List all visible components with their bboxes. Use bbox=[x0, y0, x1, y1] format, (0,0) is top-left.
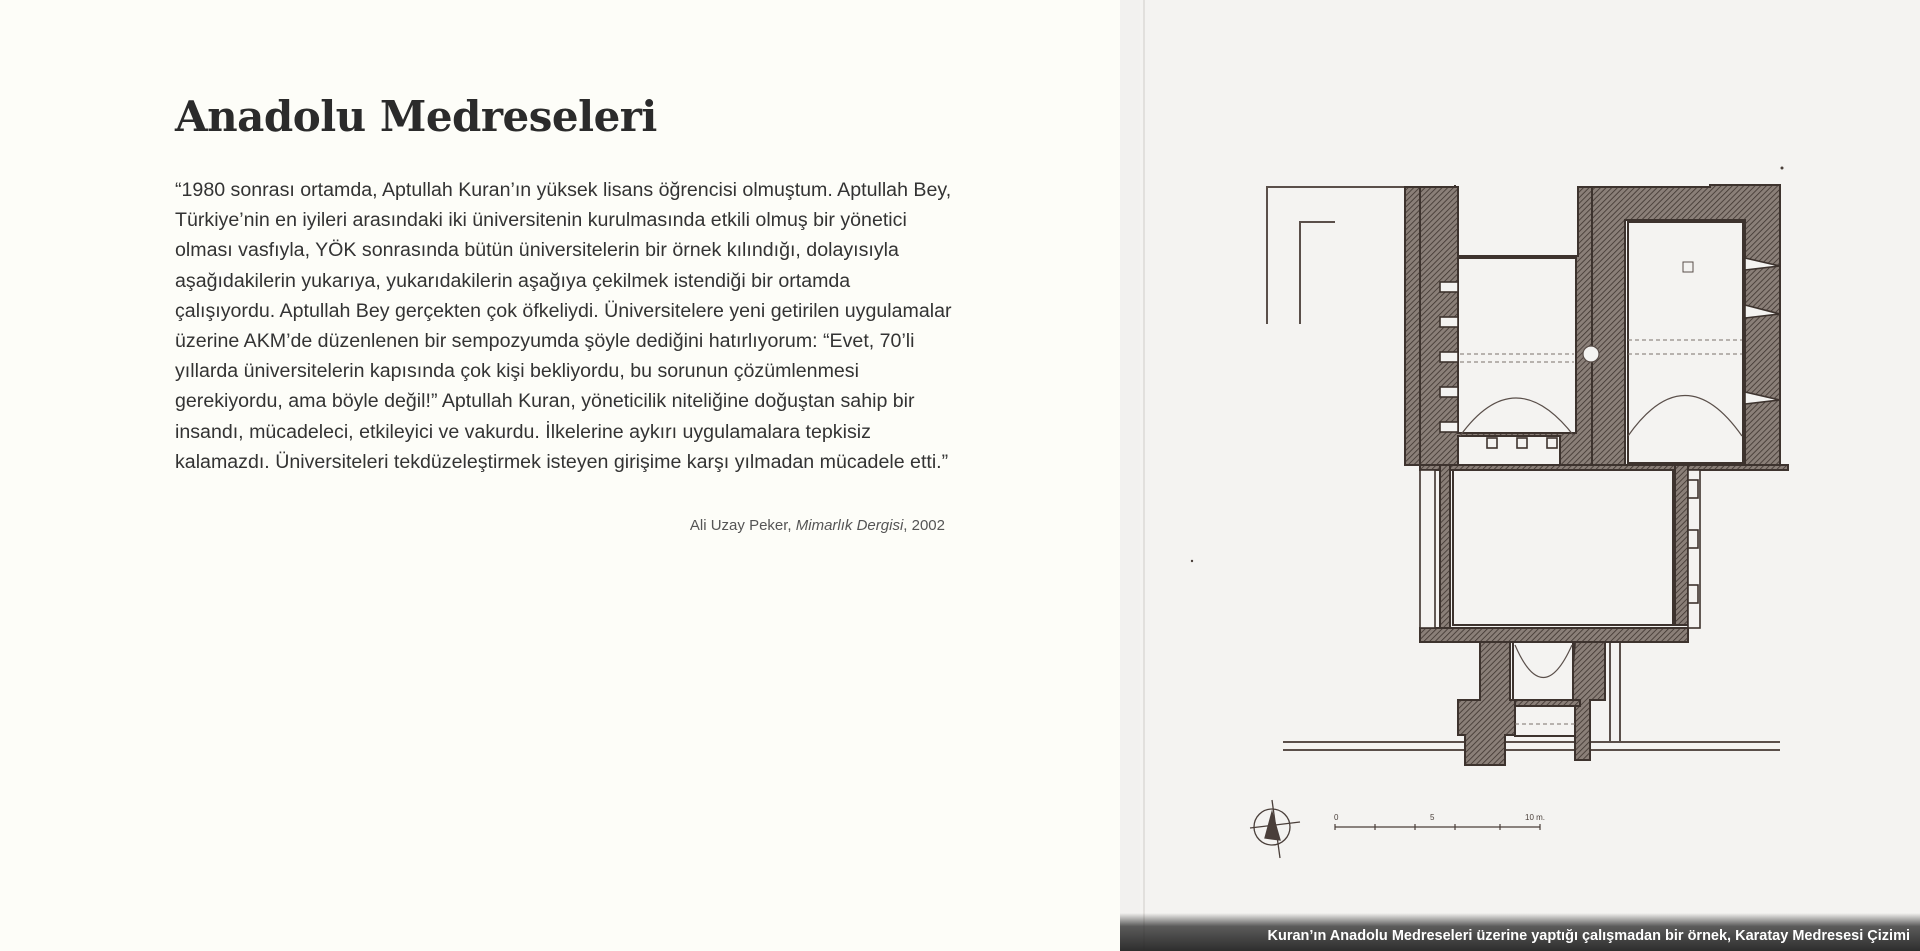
karatay-plan-drawing bbox=[1120, 0, 1920, 951]
citation-year: , 2002 bbox=[903, 517, 945, 534]
figure-panel bbox=[1120, 0, 1920, 951]
citation bbox=[175, 517, 945, 534]
figure-caption: Kuran’ın Anadolu Medreseleri üzerine yaptığı çalışmadan bir örnek, Karatay Medresesi Çizimi bbox=[1267, 928, 1910, 944]
scale-label-5: 5 bbox=[1430, 813, 1435, 822]
scale-label-10: 10 m. bbox=[1525, 813, 1546, 822]
caption-bar bbox=[1120, 913, 1920, 951]
quote-text: “1980 sonrası ortamda, Aptullah Kuran’ın yüksek lisans öğrencisi olmuştum. Aptullah Bey, Türkiye’nin en iyileri arasındaki iki üniversitenin kurulmasında etkili olmuş bir yönetici olması vasfıyla, YÖK sonrasında bütün üniversitelerin bir örnek kılındığı, dolayısıyla aşağıdakilerin yukarıya, yukarıdakilerin aşağıya çekilmek istendiği bir ortamda çalışıyordu. Aptullah Bey gerçekten çok öfkeliydi. Üniversitelere yeni getirilen uygulamalar üzerine AKM’de düzenlenen bir sempozyumda şöyle dediğini hatırlıyorum: “Evet, 70’li yıllarda üniversitelerin kapısında çok kişi bekliyordu, bu sorunun çözümlenmesi gerekiyordu, ama böyle değil!” Aptullah Kuran, yöneticilik niteliğine doğuştan sahip bir insandı, mücadeleci, etkileyici ve vakurdu. İlkelerine aykırı uygulamalara tepkisiz kalamazdı. Üniversiteleri tekdüzeleştirmek isteyen girişime karşı yılmadan mücadele etti.” bbox=[175, 179, 952, 473]
citation-publication: Mimarlık Dergisi bbox=[795, 517, 904, 534]
page-title: Anadolu Medreseleri bbox=[175, 92, 657, 141]
scale-label-0: 0 bbox=[1334, 813, 1339, 822]
citation-author: Ali Uzay Peker, bbox=[689, 517, 796, 534]
